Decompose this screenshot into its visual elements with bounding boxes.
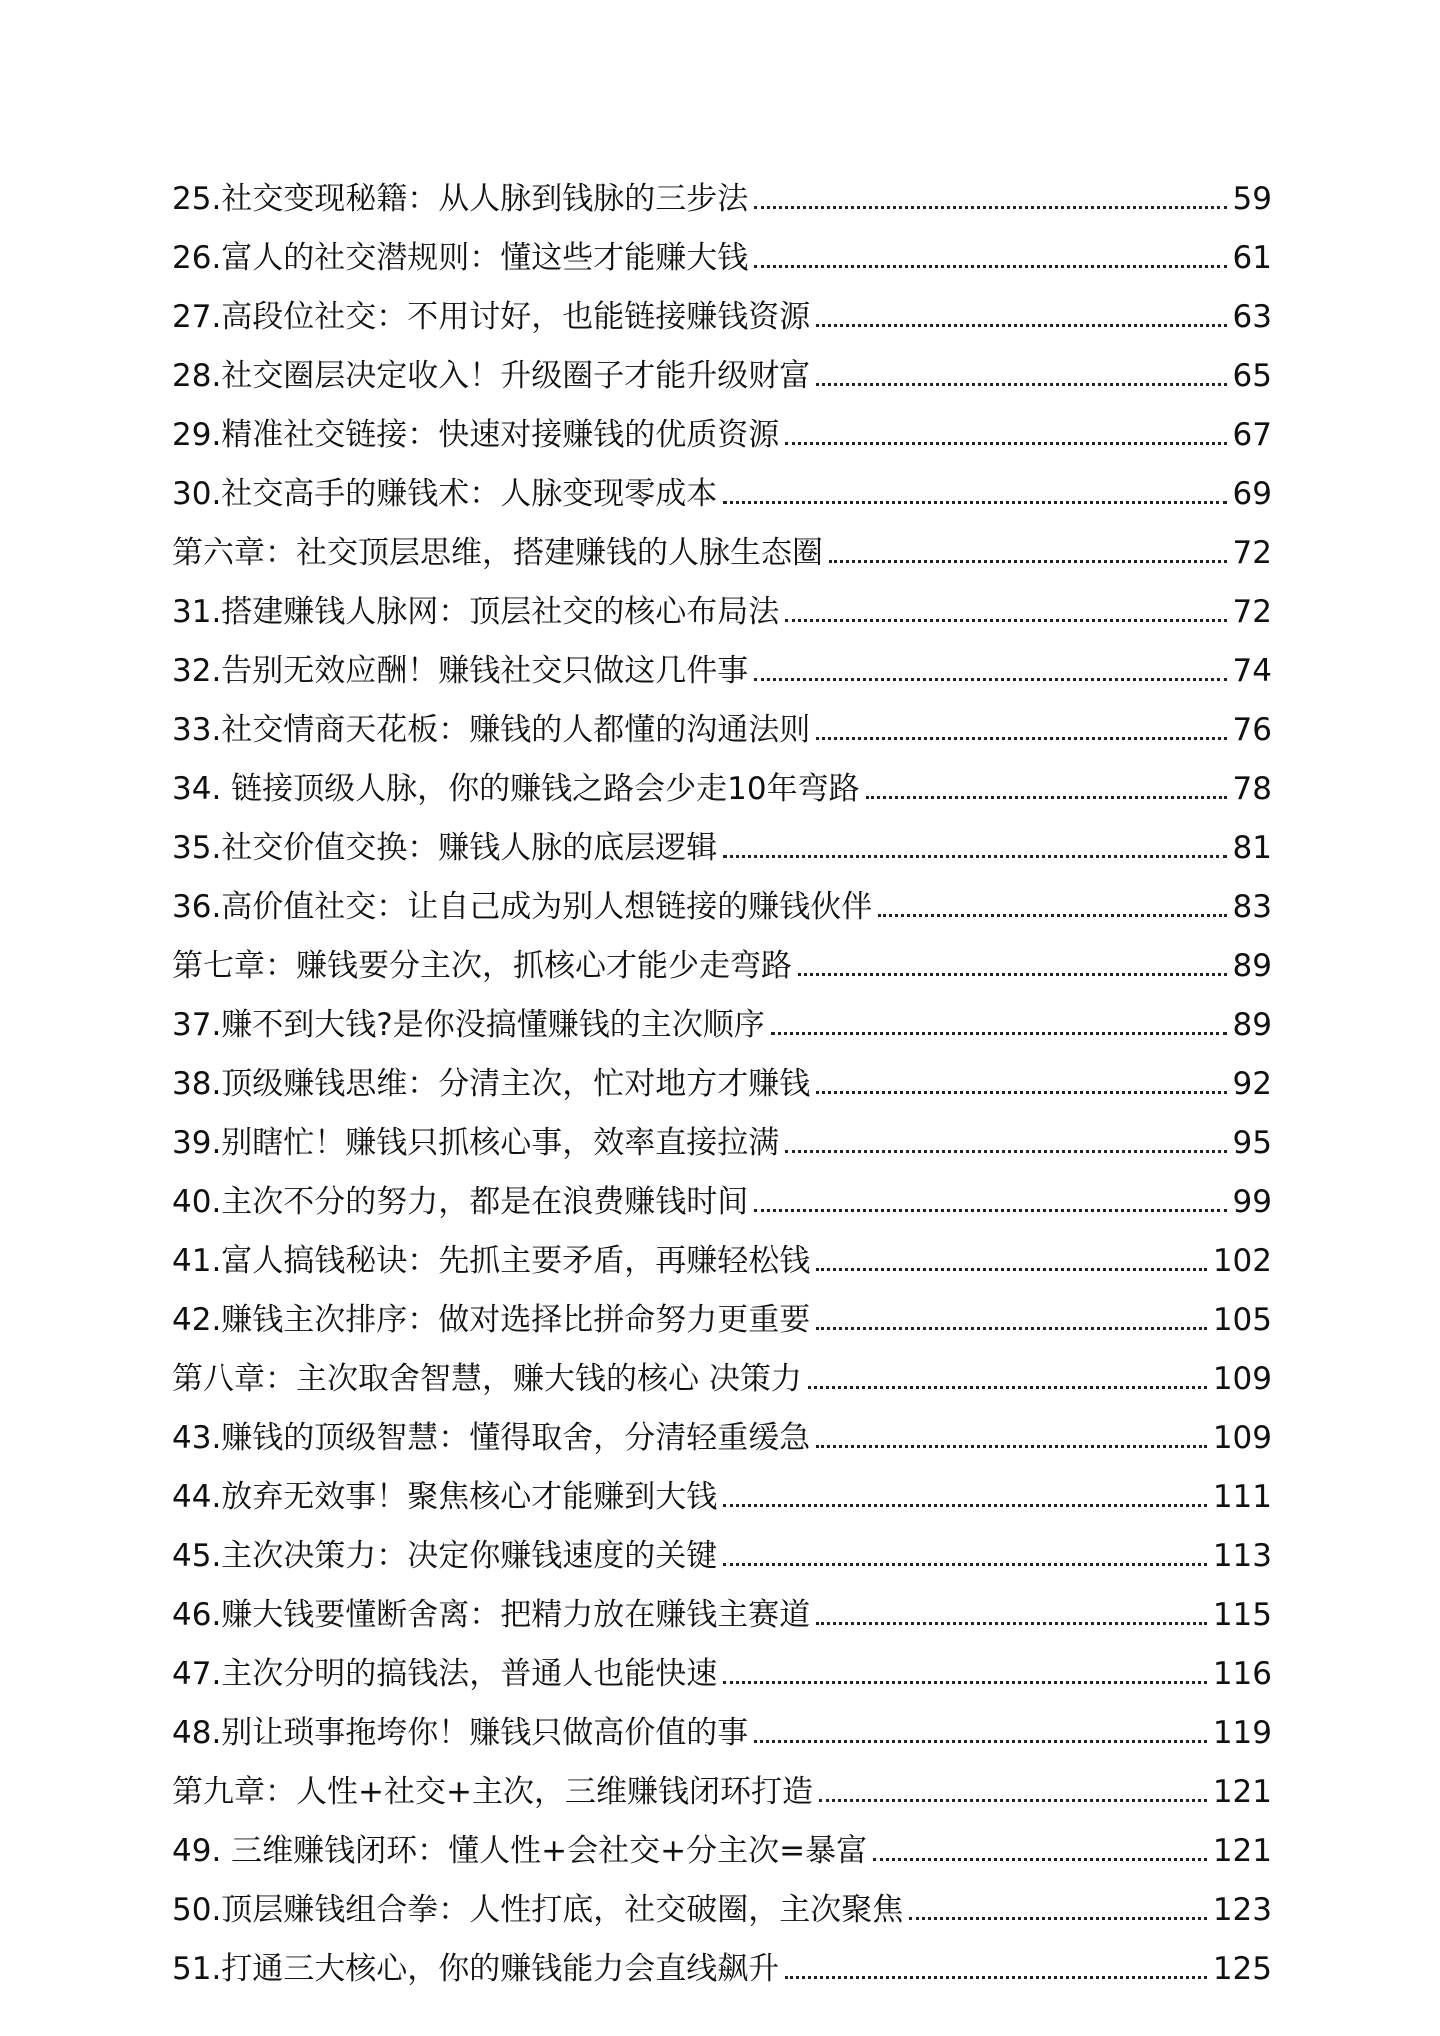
toc-entry xyxy=(172,347,1272,406)
toc-entry-title: 26.富人的社交潜规则：懂这些才能赚大钱 xyxy=(172,240,749,276)
toc-dot-leader xyxy=(816,324,1226,327)
toc-entry xyxy=(172,1232,1272,1291)
toc-dot-leader xyxy=(816,1327,1207,1330)
toc-entry-title: 45.主次决策力：决定你赚钱速度的关键 xyxy=(172,1538,718,1574)
toc-entry-page-number: 102 xyxy=(1212,1243,1272,1279)
toc-entry-page-number: 92 xyxy=(1232,1066,1272,1102)
toc-entry-page-number: 83 xyxy=(1232,889,1272,925)
toc-dot-leader xyxy=(816,1268,1207,1271)
toc-dot-leader xyxy=(909,1917,1207,1920)
toc-entry-title: 35.社交价值交换：赚钱人脉的底层逻辑 xyxy=(172,830,718,866)
toc-entry-page-number: 123 xyxy=(1212,1892,1272,1928)
toc-entry-page-number: 121 xyxy=(1212,1774,1272,1810)
toc-entry xyxy=(172,1114,1272,1173)
toc-dot-leader xyxy=(785,442,1226,445)
toc-entry xyxy=(172,288,1272,347)
toc-entry xyxy=(172,1291,1272,1350)
toc-entry-title: 28.社交圈层决定收入！升级圈子才能升级财富 xyxy=(172,358,811,394)
toc-dot-leader xyxy=(816,1445,1207,1448)
toc-entry xyxy=(172,1468,1272,1527)
toc-dot-leader xyxy=(754,678,1226,681)
toc-dot-leader xyxy=(798,973,1227,976)
toc-dot-leader xyxy=(754,265,1226,268)
toc-entry xyxy=(172,524,1272,583)
toc-dot-leader xyxy=(785,619,1226,622)
toc-entry-page-number: 63 xyxy=(1232,299,1272,335)
toc-entry-title: 44.放弃无效事！聚焦核心才能赚到大钱 xyxy=(172,1479,718,1515)
toc-entry-page-number: 116 xyxy=(1212,1656,1272,1692)
toc-entry-title: 第八章：主次取舍智慧，赚大钱的核心 决策力 xyxy=(172,1361,802,1397)
toc-entry-title: 47.主次分明的搞钱法，普通人也能快速 xyxy=(172,1656,718,1692)
toc-dot-leader xyxy=(785,1150,1226,1153)
toc-entry-title: 51.打通三大核心，你的赚钱能力会直线飙升 xyxy=(172,1951,780,1987)
toc-entry-page-number: 89 xyxy=(1232,1007,1272,1043)
toc-entry-title: 31.搭建赚钱人脉网：顶层社交的核心布局法 xyxy=(172,594,780,630)
toc-dot-leader xyxy=(754,206,1226,209)
toc-entry xyxy=(172,406,1272,465)
toc-entry-page-number: 72 xyxy=(1232,594,1272,630)
toc-entry xyxy=(172,1763,1272,1822)
toc-entry-title: 46.赚大钱要懂断舍离：把精力放在赚钱主赛道 xyxy=(172,1597,811,1633)
toc-dot-leader xyxy=(819,1799,1207,1802)
toc-entry-page-number: 89 xyxy=(1232,948,1272,984)
toc-entry-page-number: 125 xyxy=(1212,1951,1272,1987)
toc-entry xyxy=(172,170,1272,229)
toc-entry-title: 27.高段位社交：不用讨好，也能链接赚钱资源 xyxy=(172,299,811,335)
toc-entry-page-number: 59 xyxy=(1232,181,1272,217)
toc-dot-leader xyxy=(816,1622,1207,1625)
toc-entry xyxy=(172,1409,1272,1468)
toc-entry-page-number: 121 xyxy=(1212,1833,1272,1869)
toc-entry-page-number: 72 xyxy=(1232,535,1272,571)
toc-entry xyxy=(172,1586,1272,1645)
toc-entry xyxy=(172,1055,1272,1114)
toc-dot-leader xyxy=(723,1681,1207,1684)
toc-dot-leader xyxy=(816,383,1226,386)
toc-entry xyxy=(172,1173,1272,1232)
toc-entry-title: 38.顶级赚钱思维：分清主次，忙对地方才赚钱 xyxy=(172,1066,811,1102)
toc-dot-leader xyxy=(754,1740,1207,1743)
toc-dot-leader xyxy=(808,1386,1207,1389)
toc-entry-page-number: 109 xyxy=(1212,1420,1272,1456)
toc-entry xyxy=(172,878,1272,937)
toc-entry-page-number: 111 xyxy=(1212,1479,1272,1515)
table-of-contents xyxy=(172,170,1272,1999)
toc-entry-title: 第七章：赚钱要分主次，抓核心才能少走弯路 xyxy=(172,948,792,984)
toc-entry-title: 42.赚钱主次排序：做对选择比拼命努力更重要 xyxy=(172,1302,811,1338)
toc-entry-title: 34. 链接顶级人脉，你的赚钱之路会少走10年弯路 xyxy=(172,771,860,807)
toc-entry-page-number: 115 xyxy=(1212,1597,1272,1633)
toc-entry-title: 41.富人搞钱秘诀：先抓主要矛盾，再赚轻松钱 xyxy=(172,1243,811,1279)
toc-entry-title: 37.赚不到大钱?是你没搞懂赚钱的主次顺序 xyxy=(172,1007,765,1043)
toc-entry-page-number: 69 xyxy=(1232,476,1272,512)
toc-entry xyxy=(172,760,1272,819)
toc-entry-page-number: 119 xyxy=(1212,1715,1272,1751)
toc-entry xyxy=(172,1704,1272,1763)
toc-entry xyxy=(172,642,1272,701)
toc-dot-leader xyxy=(829,560,1227,563)
toc-entry-title: 43.赚钱的顶级智慧：懂得取舍，分清轻重缓急 xyxy=(172,1420,811,1456)
toc-entry-title: 29.精准社交链接：快速对接赚钱的优质资源 xyxy=(172,417,780,453)
toc-entry-page-number: 105 xyxy=(1212,1302,1272,1338)
toc-dot-leader xyxy=(816,1091,1226,1094)
toc-entry xyxy=(172,229,1272,288)
toc-entry-title: 32.告别无效应酬！赚钱社交只做这几件事 xyxy=(172,653,749,689)
toc-entry xyxy=(172,937,1272,996)
toc-entry-page-number: 95 xyxy=(1232,1125,1272,1161)
toc-entry-page-number: 65 xyxy=(1232,358,1272,394)
toc-entry-title: 第九章：人性+社交+主次，三维赚钱闭环打造 xyxy=(172,1774,813,1810)
toc-dot-leader xyxy=(771,1032,1227,1035)
toc-entry-page-number: 76 xyxy=(1232,712,1272,748)
toc-entry xyxy=(172,1527,1272,1586)
toc-dot-leader xyxy=(723,855,1226,858)
toc-entry xyxy=(172,583,1272,642)
toc-entry-page-number: 74 xyxy=(1232,653,1272,689)
toc-entry-page-number: 109 xyxy=(1212,1361,1272,1397)
toc-dot-leader xyxy=(866,796,1227,799)
toc-entry xyxy=(172,996,1272,1055)
toc-entry-title: 39.别瞎忙！赚钱只抓核心事，效率直接拉满 xyxy=(172,1125,780,1161)
toc-entry xyxy=(172,465,1272,524)
toc-entry xyxy=(172,1822,1272,1881)
toc-entry xyxy=(172,1350,1272,1409)
toc-entry-title: 36.高价值社交：让自己成为别人想链接的赚钱伙伴 xyxy=(172,889,873,925)
toc-dot-leader xyxy=(816,737,1226,740)
toc-entry xyxy=(172,1645,1272,1704)
toc-entry-page-number: 67 xyxy=(1232,417,1272,453)
toc-entry-page-number: 99 xyxy=(1232,1184,1272,1220)
toc-entry-title: 25.社交变现秘籍：从人脉到钱脉的三步法 xyxy=(172,181,749,217)
toc-entry-page-number: 61 xyxy=(1232,240,1272,276)
toc-dot-leader xyxy=(723,1563,1207,1566)
toc-entry xyxy=(172,819,1272,878)
toc-entry-title: 33.社交情商天花板：赚钱的人都懂的沟通法则 xyxy=(172,712,811,748)
toc-dot-leader xyxy=(785,1976,1207,1979)
toc-entry-page-number: 78 xyxy=(1232,771,1272,807)
toc-dot-leader xyxy=(723,501,1226,504)
toc-entry-title: 第六章：社交顶层思维，搭建赚钱的人脉生态圈 xyxy=(172,535,823,571)
toc-entry xyxy=(172,1881,1272,1940)
toc-entry-title: 40.主次不分的努力，都是在浪费赚钱时间 xyxy=(172,1184,749,1220)
toc-entry-title: 50.顶层赚钱组合拳：人性打底，社交破圈，主次聚焦 xyxy=(172,1892,904,1928)
toc-entry xyxy=(172,701,1272,760)
toc-entry-page-number: 113 xyxy=(1212,1538,1272,1574)
toc-entry-title: 49. 三维赚钱闭环：懂人性+会社交+分主次=暴富 xyxy=(172,1833,868,1869)
toc-entry-title: 30.社交高手的赚钱术：人脉变现零成本 xyxy=(172,476,718,512)
toc-dot-leader xyxy=(878,914,1226,917)
toc-entry xyxy=(172,1940,1272,1999)
toc-entry-title: 48.别让琐事拖垮你！赚钱只做高价值的事 xyxy=(172,1715,749,1751)
toc-dot-leader xyxy=(873,1858,1207,1861)
toc-dot-leader xyxy=(723,1504,1207,1507)
toc-entry-page-number: 81 xyxy=(1232,830,1272,866)
toc-dot-leader xyxy=(754,1209,1226,1212)
